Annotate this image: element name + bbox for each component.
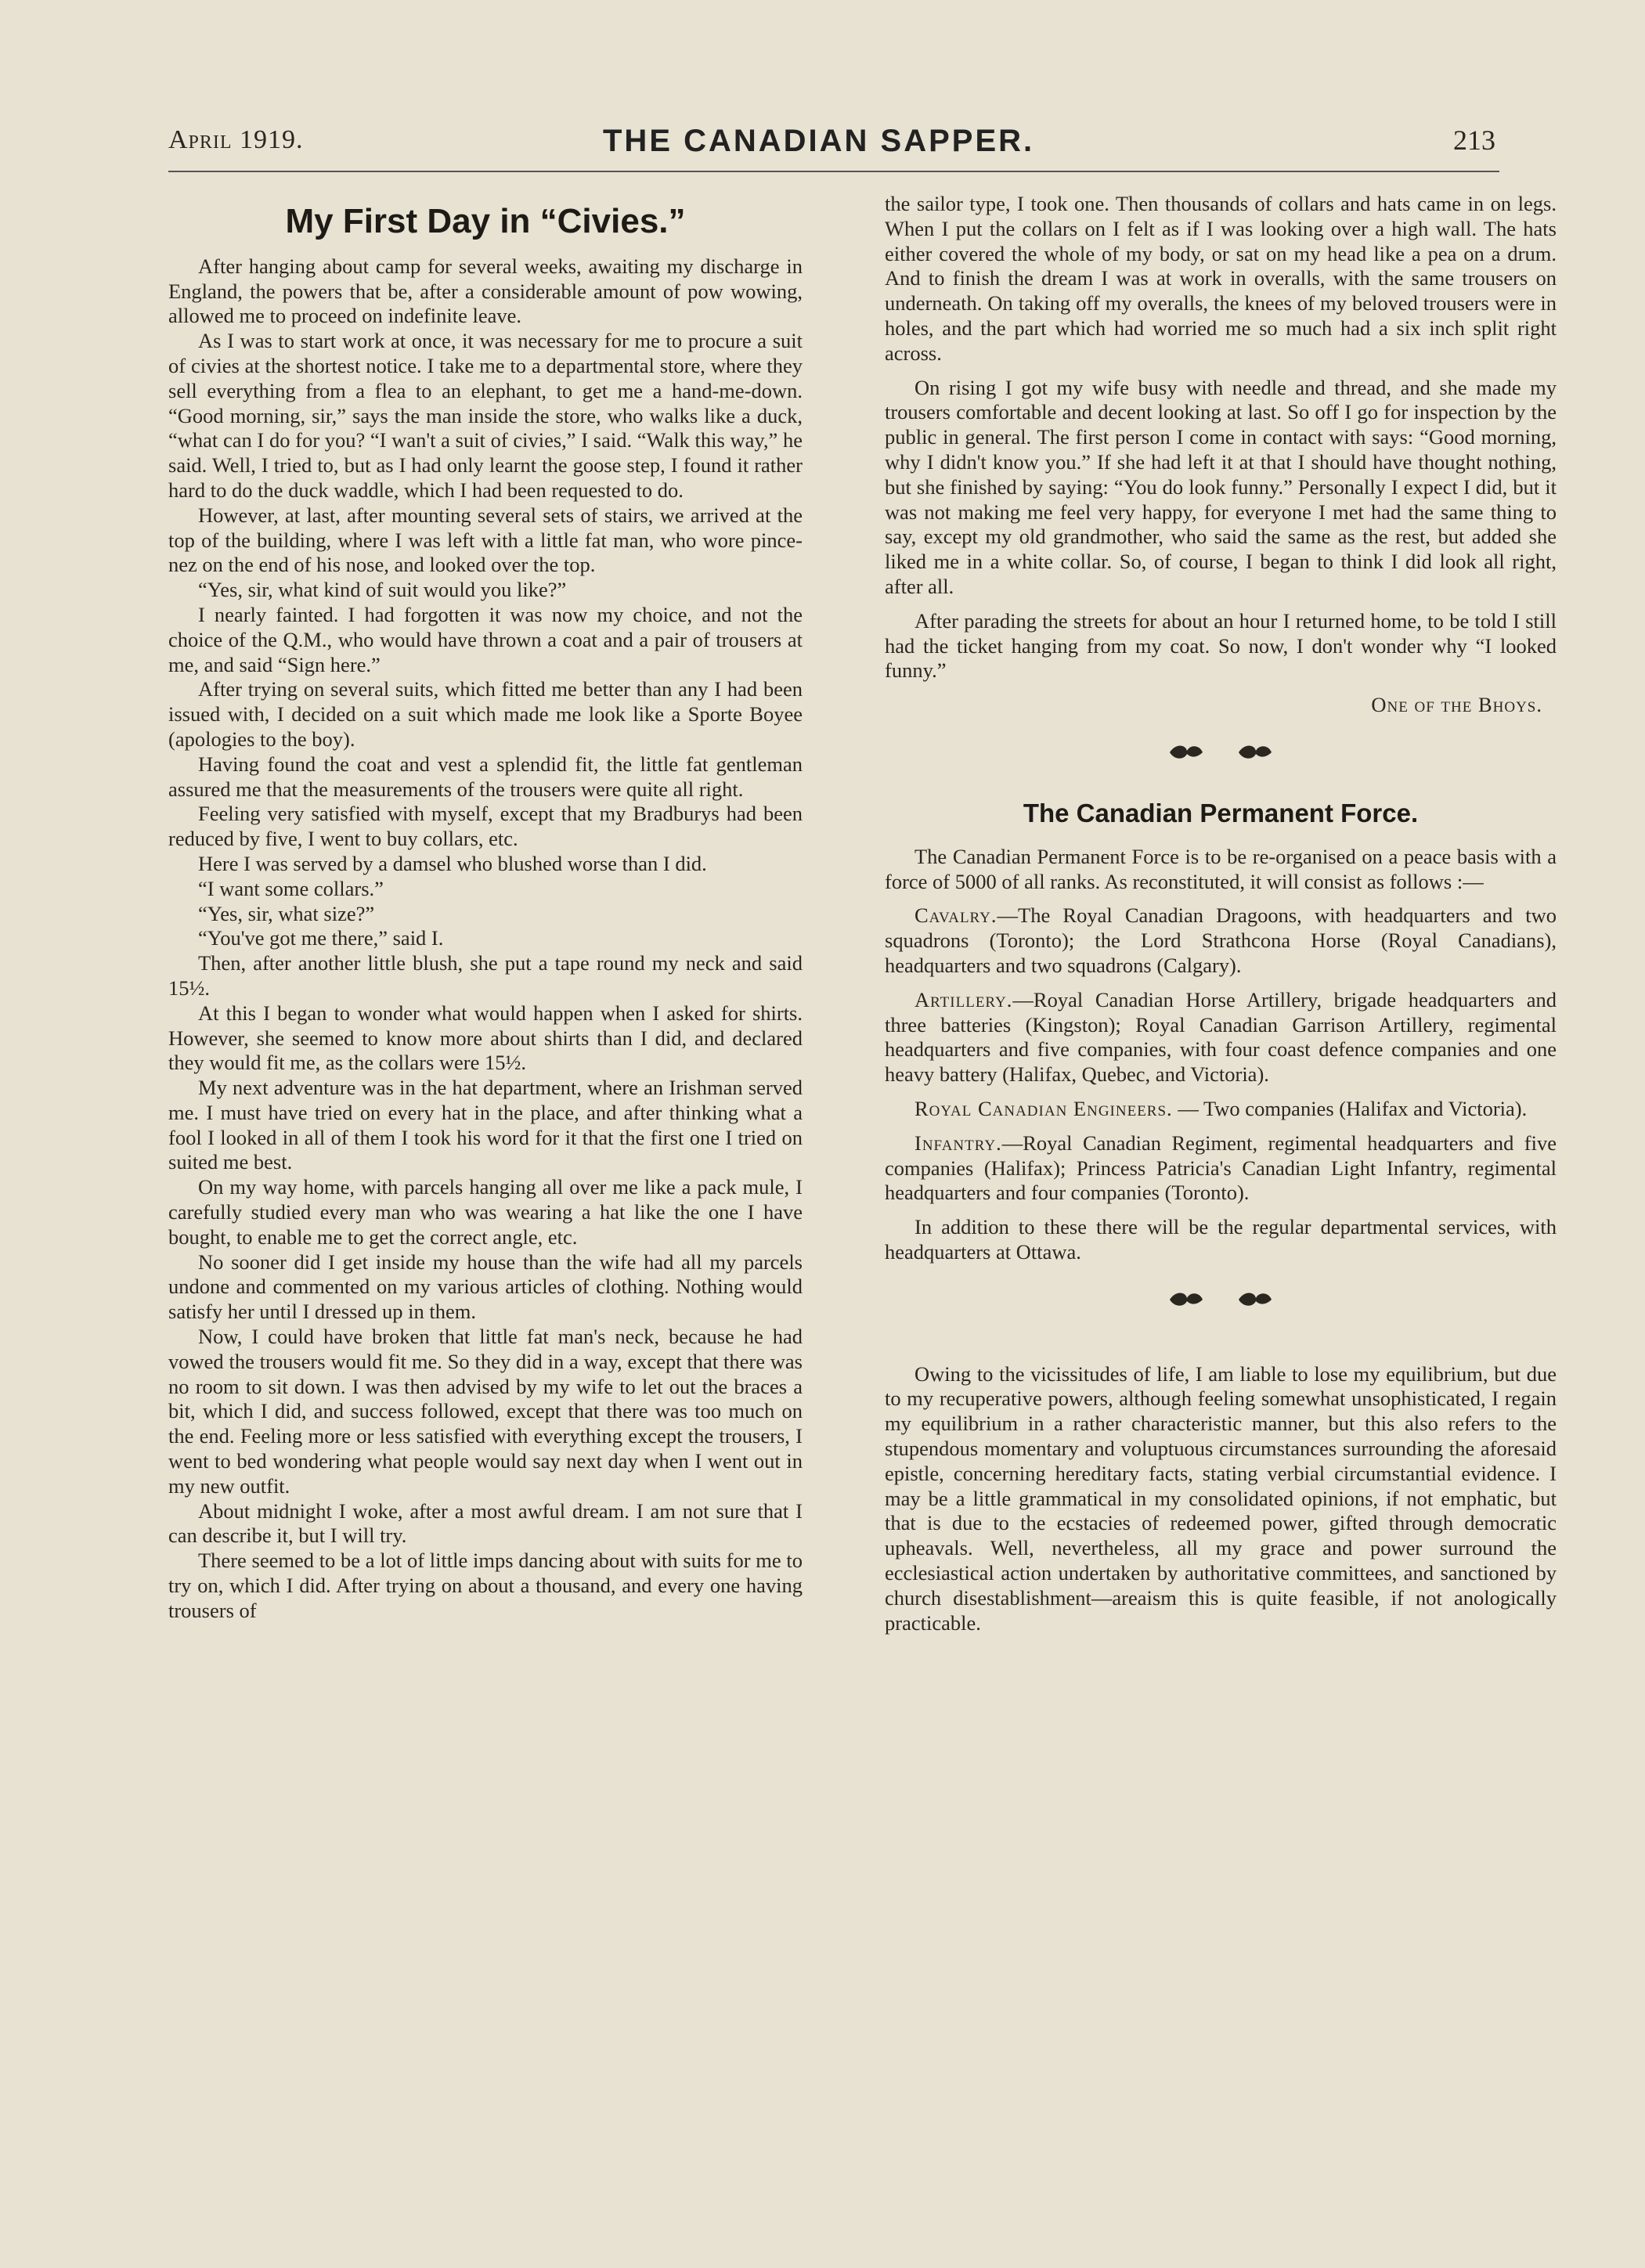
paragraph: After hanging about camp for several weeks, awaiting my discharge in England, the powers that be, after a considerable amount of pow wowing, allowed me to proceed on indefinite leave.	[168, 254, 803, 328]
section-text: —The Royal Canadian Dragoons, with headquarters and two squadrons (Toronto); the Lord Strathcona Horse (Royal Canadians), headquarters and two squadrons (Calgary).	[885, 903, 1557, 977]
issue-date: April 1919.	[168, 125, 304, 154]
paragraph: Now, I could have broken that little fat man's neck, because he had vowed the trousers would fit me. So they did in a way, except that there was no room to sit down. I was then advised by my wife to let out the braces a bit, which I did, and success followed, except that there was too much on the end. Feeling more or less satisfied with everything except the trousers, I went to bed wondering what people would say next day when I went out in my new outfit.	[168, 1325, 803, 1498]
leaf-ornament-icon	[1168, 1289, 1204, 1309]
paragraph: On rising I got my wife busy with needle and thread, and she made my trousers comfortable and decent looking at last. So off I go for inspection by the public in general. The first person I come in contact with says: “Good morning, why I didn't know you.” If she had left it at that I should have thought nothing, but she finished by saying: “You do look funny.” Personally I expect I did, but it was not making me feel very happy, for everyone I met had the same thing to say, except my old grandmother, who said the same as the rest, but added she liked me in a white collar. So, of course, I began to think I did look all right, after all.	[885, 375, 1557, 598]
paragraph: Then, after another little blush, she put a tape round my neck and said 15½.	[168, 951, 803, 1000]
paragraph: However, at last, after mounting several sets of stairs, we arrived at the top of the building, where I was left with a little fat man, who wore pince-nez on the end of his nose, and looked over the top.	[168, 503, 803, 577]
page-header	[168, 117, 1495, 164]
paragraph	[885, 1131, 1557, 1206]
left-column	[168, 192, 803, 1624]
paragraph: On my way home, with parcels hanging all over me like a pack mule, I carefully studied every man who was wearing a hat like the one I have bought, to enable me to get the correct angle, etc.	[168, 1175, 803, 1249]
paragraph: “I want some collars.”	[198, 876, 384, 900]
paragraph: “You've got me there,” said I.	[198, 926, 444, 950]
paragraph: the sailor type, I took one. Then thousands of collars and hats came in on legs. When I put the collars on I felt as if I was looking over a high wall. The hats either covered the whole of my body, or sat on my head like a pea on a drum. And to finish the dream I was at work in overalls, with the same trousers on underneath. On taking off my overalls, the knees of my beloved trousers were in holes, and the part which had worried me so much had a six inch split right across.	[885, 192, 1557, 365]
page-number: 213	[1453, 124, 1495, 156]
article-title: My First Day in “Civies.”	[285, 202, 686, 240]
paragraph: Feeling very satisfied with myself, except that my Bradburys had been reduced by five, I went to buy collars, etc.	[168, 802, 803, 851]
paragraph: Here I was served by a damsel who blushed worse than I did.	[198, 851, 707, 875]
paragraph: At this I began to wonder what would happen when I asked for shirts. However, she seemed to know more about shirts than I did, and declared they would fit me, as the collars were 15½.	[168, 1001, 803, 1075]
paragraph	[885, 903, 1557, 978]
leaf-ornament-icon	[1237, 741, 1273, 762]
section-label: Royal Canadian Engineers.	[914, 1096, 1173, 1120]
section-text: — Two companies (Halifax and Victoria).	[1172, 1096, 1528, 1120]
paragraph: Having found the coat and vest a splendid fit, the little fat gentleman assured me that the measurements of the trousers were quite all right.	[168, 752, 803, 801]
section-divider	[885, 741, 1557, 768]
leaf-ornament-icon	[1168, 741, 1204, 762]
section-label: Artillery.	[914, 987, 1013, 1011]
paragraph	[885, 1097, 1557, 1122]
paragraph	[885, 988, 1557, 1087]
paragraph: My next adventure was in the hat department, where an Irishman served me. I must have tried on every hat in the place, and after thinking what a fool I looked in all of them I took his word for it that the first one I tried on suited me best.	[168, 1076, 803, 1174]
article-title: The Canadian Permanent Force.	[1023, 798, 1419, 828]
paragraph: As I was to start work at once, it was necessary for me to procure a suit of civies at the shortest notice. I take me to a departmental store, where they sell everything from a flea to an elephant, to get me a hand-me-down. “Good morning, sir,” says the man inside the store, who walks like a duck, “what can I do for you? “I wan't a suit of civies,” I said. “Walk this way,” he said. Well, I tried to, but as I had only learnt the goose step, I found it rather hard to do the duck waddle, which I had been requested to do.	[168, 329, 803, 502]
section-text: —Royal Canadian Horse Artillery, brigade headquarters and three batteries (Kingston); Royal Canadian Garrison Artillery, regimental headquarters and five companies, with four coast defence companies and one heavy battery (Halifax, Quebec, and Victoria).	[885, 987, 1557, 1087]
publication-title: THE CANADIAN SAPPER.	[603, 124, 1035, 158]
paragraph: I nearly fainted. I had forgotten it was now my choice, and not the choice of the Q.M., who would have thrown a coat and a pair of trousers at me, and said “Sign here.”	[168, 602, 803, 676]
paragraph: In addition to these there will be the regular departmental services, with headquarters at Ottawa.	[885, 1215, 1557, 1264]
paragraph: About midnight I woke, after a most awful dream. I am not sure that I can describe it, but I will try.	[168, 1498, 803, 1548]
header-rule	[168, 171, 1499, 172]
section-label: Cavalry.	[914, 903, 997, 928]
paragraph: After parading the streets for about an hour I returned home, to be told I still had the ticket hanging from my coat. So now, I don't wonder why “I looked funny.”	[885, 608, 1557, 683]
paragraph: Owing to the vicissitudes of life, I am liable to lose my equilibrium, but due to my recuperative powers, although feeling somewhat unsophisticated, I regain my equilibrium in a rather characteristic manner, but this also refers to the stupendous momentary and voluptuous circumstances surrounding the aforesaid epistle, concerning hereditary facts, stating verbial circumstantial evidence. I may be a little grammatical in my consolidated opinions, if not emphatic, but that is due to the ecstacies of redeemed power, gifted through democratic upheavals. Well, nevertheless, all my grace and power surround the ecclesiastical action undertaken by authoritative committees, and sanctioned by church disestablishment—areaism this is quite feasible, if not anologically practicable.	[885, 1361, 1557, 1635]
paragraph: The Canadian Permanent Force is to be re-organised on a peace basis with a force of 5000 of all ranks. As reconstituted, it will consist as follows :—	[885, 844, 1557, 893]
paragraph: “Yes, sir, what size?”	[198, 901, 375, 925]
leaf-ornament-icon	[1237, 1289, 1273, 1309]
right-column	[885, 192, 1557, 1635]
section-divider	[885, 1289, 1557, 1315]
author-signature: One of the Bhoys.	[1371, 693, 1542, 717]
section-text: —Royal Canadian Regiment, regimental headquarters and five companies (Halifax); Princess Patricia's Canadian Light Infantry, regimental headquarters and four companies (Toronto).	[885, 1130, 1557, 1205]
section-label: Infantry.	[914, 1130, 1002, 1155]
paragraph: No sooner did I get inside my house than the wife had all my parcels undone and commented on my various articles of clothing. Nothing would satisfy her until I dressed up in them.	[168, 1249, 803, 1324]
paragraph: There seemed to be a lot of little imps dancing about with suits for me to try on, which I did. After trying on about a thousand, and every one having trousers of	[168, 1549, 803, 1622]
paragraph: “Yes, sir, what kind of suit would you like?”	[198, 578, 567, 602]
paragraph: After trying on several suits, which fitted me better than any I had been issued with, I decided on a suit which made me look like a Sporte Boyee (apologies to the boy).	[168, 677, 803, 751]
